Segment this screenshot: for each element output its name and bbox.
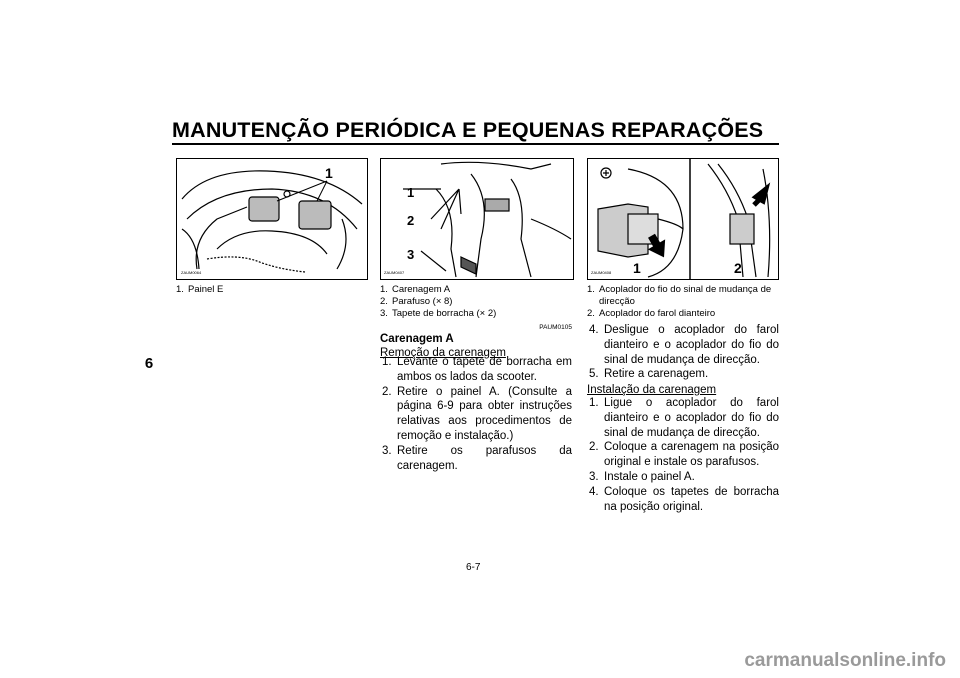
install-steps: [587, 396, 779, 514]
figure-couplers: [587, 158, 779, 280]
caption-fig3: [587, 284, 779, 320]
step-item: 3. Instale o painel A.: [589, 470, 695, 483]
header-rule: [172, 143, 779, 145]
caption-item: 1. Painel E: [176, 284, 224, 295]
figure-code: ZAUM0064: [181, 270, 202, 275]
figure-cowling: [380, 158, 574, 280]
callout-1: 1: [407, 185, 415, 200]
reference-code: PAUM0105: [539, 324, 572, 331]
callout-2: 2: [407, 213, 415, 228]
step-item: 1. Levante o tapete de borracha em ambos os lados da scooter.: [382, 356, 572, 383]
step-item: 4. Coloque os tapetes de borracha na posição original.: [589, 485, 779, 513]
couplers-illustration: [588, 159, 778, 279]
removal-title: Remoção da carenagem: [380, 347, 506, 359]
chapter-tab: 6: [138, 353, 160, 375]
caption-item: 2. Acoplador do farol dianteiro: [587, 308, 716, 319]
step-item: 4. Desligue o acoplador do farol dianteiro e o acoplador do fio do sinal de mudança de direcção.: [589, 324, 779, 366]
step-item: 2. Retire o painel A. (Consulte a página 6-9 para obter instruções relativas aos procedimentos de remoção e instalação.): [382, 385, 572, 442]
figure-code: ZAUM0408: [591, 270, 612, 275]
callout-1: 1: [633, 260, 641, 276]
cowling-illustration: [381, 159, 573, 279]
callout-2: 2: [734, 260, 742, 276]
removal-steps-continued: [587, 323, 779, 382]
figure-panel-e: [176, 158, 368, 280]
removal-steps: [380, 355, 572, 473]
caption-item: 3. Tapete de borracha (× 2): [380, 308, 497, 319]
step-item: 2. Coloque a carenagem na posição original e instale os parafusos.: [589, 441, 779, 469]
caption-item: 1. Acoplador do fio do sinal de mudança de direcção: [587, 284, 772, 307]
caption-fig1: [176, 284, 366, 296]
callout-1: 1: [325, 165, 333, 181]
section-title: Carenagem A: [380, 333, 454, 345]
step-item: 1. Ligue o acoplador do farol dianteiro e o acoplador do fio do sinal de mudança de direcção.: [589, 397, 779, 439]
step-item: 3. Retire os parafusos da carenagem.: [382, 444, 572, 472]
install-title: Instalação da carenagem: [587, 384, 717, 396]
caption-item: 1. Carenagem A: [380, 284, 451, 295]
page-title: MANUTENÇÃO PERIÓDICA E PEQUENAS REPARAÇÕES: [172, 118, 764, 142]
page-number: 6-7: [466, 562, 481, 573]
step-item: 5. Retire a carenagem.: [589, 368, 709, 381]
caption-item: 2. Parafuso (× 8): [380, 296, 453, 307]
watermark: carmanualsonline.info: [744, 650, 946, 671]
callout-3: 3: [407, 247, 415, 262]
caption-fig2: [380, 284, 572, 320]
panel-e-illustration: [177, 159, 367, 279]
figure-code: ZAUM0407: [384, 270, 405, 275]
